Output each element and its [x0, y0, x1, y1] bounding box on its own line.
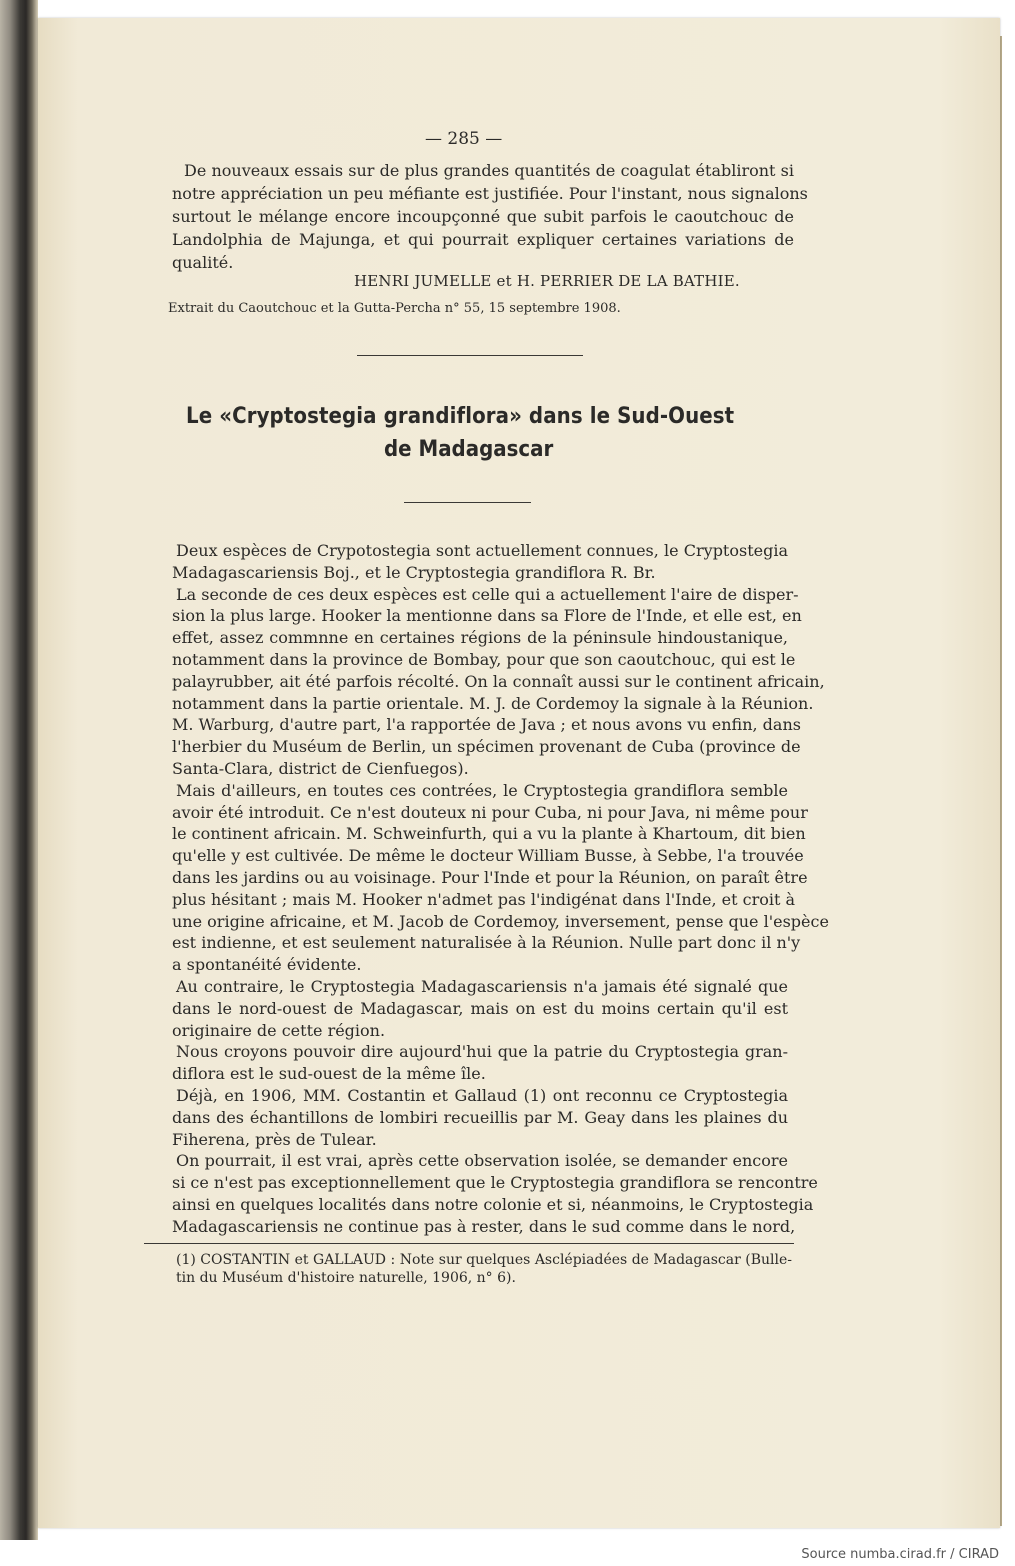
body-text-line: diflora est le sud-ouest de la même île.	[172, 1064, 486, 1083]
top-paragraph-line: De nouveaux essais sur de plus grandes quantités de coagulat établiront si	[184, 161, 794, 180]
body-text-line: le continent africain. M. Schweinfurth, qui a vu la plante à Khartoum, dit bien	[172, 824, 806, 843]
body-text-line: l'herbier du Muséum de Berlin, un spécimen provenant de Cuba (province de	[172, 737, 801, 756]
top-paragraph-line: qualité.	[172, 253, 234, 272]
author-signature: HENRI JUMELLE et H. PERRIER DE LA BATHIE.	[354, 272, 740, 290]
body-text-line: dans les jardins ou au voisinage. Pour l'Inde et pour la Réunion, on paraît être	[172, 868, 808, 887]
body-text-line: La seconde de ces deux espèces est celle qui a actuellement l'aire de disper-	[176, 585, 799, 604]
body-text-line: effet, assez commnne en certaines régions de la péninsule hindoustanique,	[172, 628, 788, 647]
body-text-line: avoir été introduit. Ce n'est douteux ni pour Cuba, ni pour Java, ni même pour	[172, 803, 808, 822]
body-text-line: palayrubber, ait été parfois récolté. On la connaît aussi sur le continent africain,	[172, 672, 825, 691]
top-paragraph-line: notre appréciation un peu méfiante est justifiée. Pour l'instant, nous signalons	[172, 184, 808, 203]
article-title: Le «Cryptostegia grandiflora» dans le Sud-Ouest	[186, 404, 735, 429]
article-title: de Madagascar	[384, 437, 554, 462]
body-text-line: Madagascariensis Boj., et le Cryptostegia grandiflora R. Br.	[172, 563, 656, 582]
body-text-line: plus hésitant ; mais M. Hooker n'admet pas l'indigénat dans l'Inde, et croit à	[172, 890, 796, 909]
section-divider	[357, 355, 583, 356]
body-text-line: est indienne, et est seulement naturalisée à la Réunion. Nulle part donc il n'y	[172, 933, 801, 952]
page-number: — 285 —	[425, 129, 503, 149]
body-text-line: Deux espèces de Crypotostegia sont actuellement connues, le Cryptostegia	[176, 541, 788, 560]
body-text-line: Santa-Clara, district de Cienfuegos).	[172, 759, 469, 778]
body-text-line: originaire de cette région.	[172, 1021, 386, 1040]
footnote-divider	[144, 1243, 794, 1244]
body-text-line: sion la plus large. Hooker la mentionne dans sa Flore de l'Inde, et elle est, en	[172, 606, 802, 625]
body-text-line: ainsi en quelques localités dans notre colonie et si, néanmoins, le Cryptostegia	[172, 1195, 814, 1214]
body-text-line: Fiherena, près de Tulear.	[172, 1130, 377, 1149]
body-text-line: notamment dans la partie orientale. M. J. de Cordemoy la signale à la Réunion.	[172, 694, 814, 713]
body-text-line: qu'elle y est cultivée. De même le docteur William Busse, à Sebbe, l'a trouvée	[172, 846, 804, 865]
body-text-line: Mais d'ailleurs, en toutes ces contrées, le Cryptostegia grandiflora semble	[176, 781, 788, 800]
body-text-line: une origine africaine, et M. Jacob de Cordemoy, inversement, pense que l'espèce	[172, 912, 829, 931]
body-text-line: Nous croyons pouvoir dire aujourd'hui que la patrie du Cryptostegia gran-	[176, 1042, 788, 1061]
body-text-line: dans le nord-ouest de Madagascar, mais on est du moins certain qu'il est	[172, 999, 788, 1018]
book-binding	[0, 0, 38, 1540]
body-text-line: Madagascariensis ne continue pas à rester, dans le sud comme dans le nord,	[172, 1217, 796, 1236]
body-text-line: Au contraire, le Cryptostegia Madagascariensis n'a jamais été signalé que	[176, 977, 788, 996]
body-text-line: notamment dans la province de Bombay, pour que son caoutchouc, qui est le	[172, 650, 796, 669]
top-paragraph-line: Landolphia de Majunga, et qui pourrait expliquer certaines variations de	[172, 230, 794, 249]
body-text-line: Déjà, en 1906, MM. Costantin et Gallaud (1) ont reconnu ce Cryptostegia	[176, 1086, 788, 1105]
body-text-line: dans des échantillons de lombiri recueillis par M. Geay dans les plaines du	[172, 1108, 788, 1127]
source-credit: Source numba.cirad.fr / CIRAD	[801, 1547, 999, 1562]
title-divider	[404, 502, 531, 503]
body-text-line: M. Warburg, d'autre part, l'a rapportée de Java ; et nous avons vu enfin, dans	[172, 715, 801, 734]
source-citation: Extrait du Caoutchouc et la Gutta-Percha n° 55, 15 septembre 1908.	[168, 301, 621, 316]
footnote-line: (1) COSTANTIN et GALLAUD : Note sur quelques Asclépiadées de Madagascar (Bulle-	[176, 1252, 792, 1268]
body-text-line: On pourrait, il est vrai, après cette observation isolée, se demander encore	[176, 1151, 788, 1170]
top-paragraph-line: surtout le mélange encore incoupçonné que subit parfois le caoutchouc de	[172, 207, 794, 226]
footnote-line: tin du Muséum d'histoire naturelle, 1906, n° 6).	[176, 1270, 516, 1286]
body-text-line: si ce n'est pas exceptionnellement que le Cryptostegia grandiflora se rencontre	[172, 1173, 818, 1192]
body-text-line: a spontanéité évidente.	[172, 955, 362, 974]
